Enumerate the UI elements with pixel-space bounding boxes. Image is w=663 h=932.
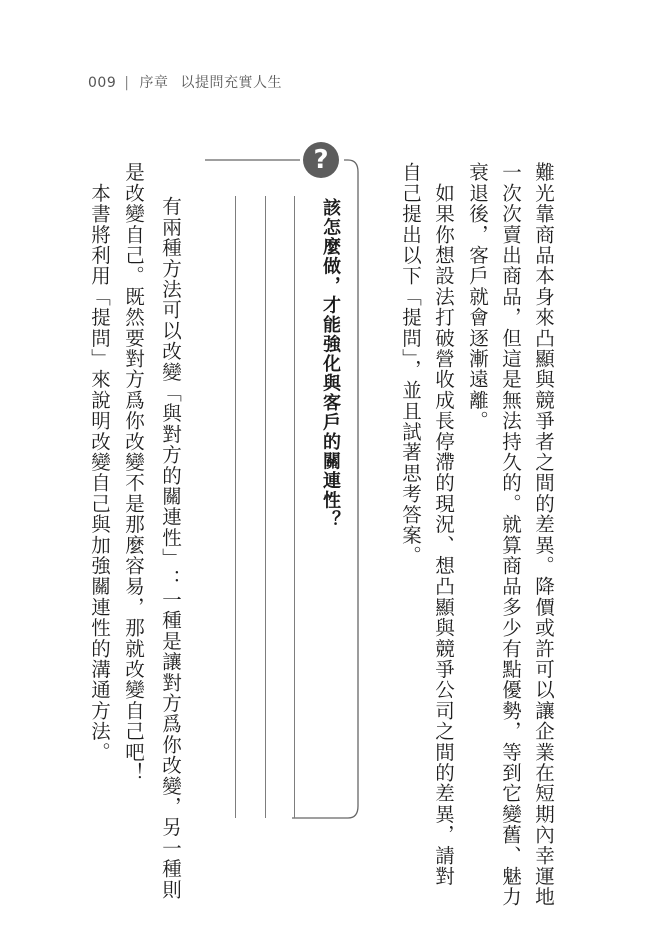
header-separator: | (124, 75, 130, 91)
paragraph-line-8: 本書將利用「提問」來說明改變自己與加強關連性的溝通方法。 (88, 162, 111, 763)
question-mark-glyph: ? (313, 145, 329, 175)
answer-line-3 (235, 196, 236, 818)
paragraph-line-6: 有兩種方法可以改變「與對方的關連性」：一種是讓對方爲你改變，另一種則 (159, 196, 182, 900)
page-number: 009 (88, 75, 117, 91)
answer-line-1 (294, 196, 295, 818)
paragraph-line-1: 難光靠商品本身來凸顯與競爭者之間的差異。降價或許可以讓企業在短期內幸運地 (532, 162, 555, 908)
paragraph-line-7: 是改變自己。既然要對方爲你改變不是那麼容易，那就改變自己吧！ (122, 162, 145, 783)
chapter-label: 序章 (139, 75, 169, 91)
paragraph-line-4: 如果你想設法打破營收成長停滯的現況、想凸顯與競爭公司之間的差異，請對 (432, 162, 455, 887)
paragraph-line-5: 自己提出以下「提問」，並且試著思考答案。 (399, 162, 422, 567)
chapter-title: 以提問充實人生 (180, 75, 282, 91)
question-icon (303, 142, 339, 178)
question-text: 該怎麼做，才能強化與客戶的關連性？ (320, 198, 341, 530)
paragraph-line-3: 衰退後，客戶就會逐漸遠離。 (466, 162, 489, 432)
answer-line-2 (265, 196, 266, 818)
paragraph-line-2: 一次次賣出商品，但這是無法持久的。就算商品多少有點優勢，等到它變舊、魅力 (499, 162, 522, 908)
